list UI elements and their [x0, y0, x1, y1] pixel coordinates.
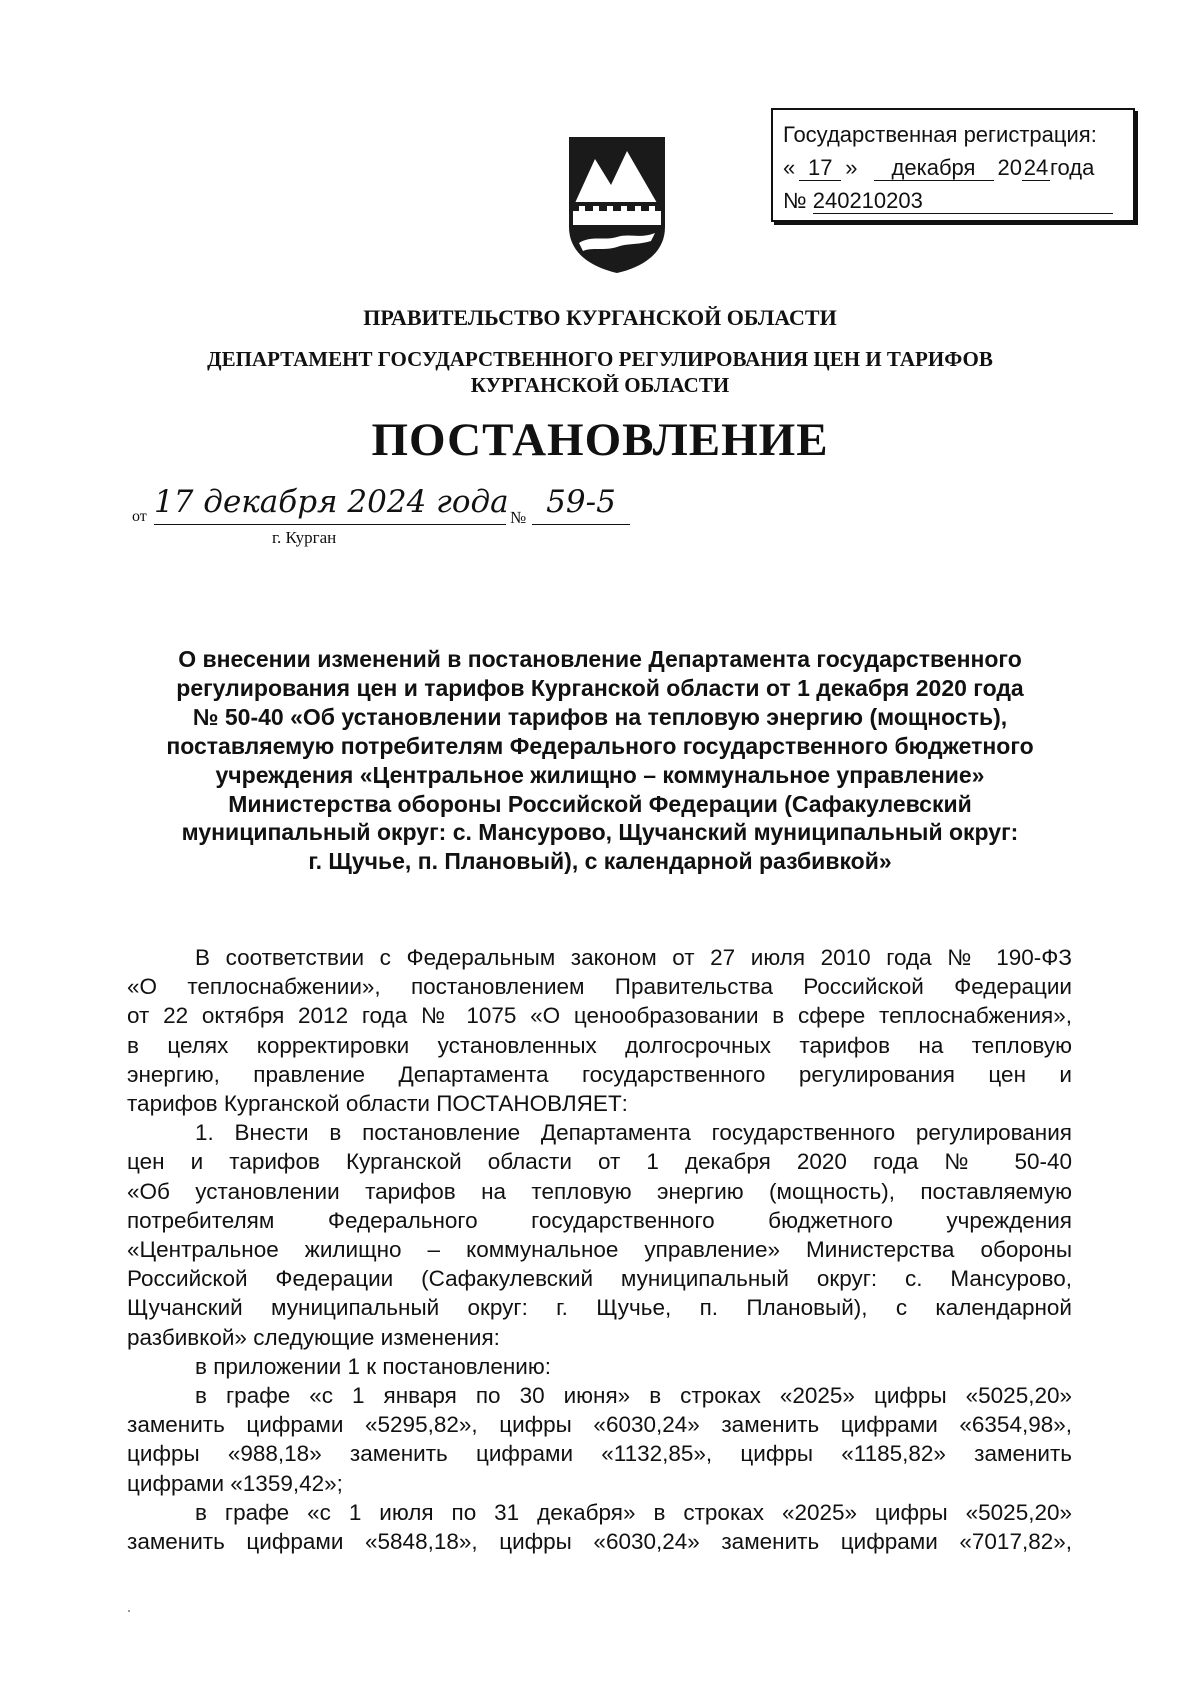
body-line: «Об установлении тарифов на тепловую энергию (мощность), поставляемую: [127, 1178, 1072, 1204]
body-line: цифрами «1359,42»;: [127, 1470, 343, 1496]
scan-speck: [128, 1610, 130, 1612]
subject-line: № 50-40 «Об установлении тарифов на тепловую энергию (мощность),: [192, 703, 1008, 730]
year-word: года: [1049, 155, 1095, 180]
body-line: 1. Внести в постановление Департамента государственного регулирования: [195, 1120, 1072, 1146]
quote-close: »: [845, 155, 858, 180]
body-line: в графе «с 1 июля по 31 декабря» в строках «2025» цифры «5025,20»: [195, 1499, 1072, 1525]
handwritten-number: 59-5: [532, 484, 630, 525]
subject-line: поставляемую потребителям Федерального государственного бюджетного: [166, 732, 1034, 759]
body-line: разбивкой» следующие изменения:: [127, 1324, 500, 1350]
document-subject: [118, 645, 1082, 876]
document-type-title: ПОСТАНОВЛЕНИЕ: [371, 414, 829, 466]
government-heading: ПРАВИТЕЛЬСТВО КУРГАНСКОЙ ОБЛАСТИ: [363, 305, 837, 330]
body-line: Щучанский муниципальный округ: г. Щучье, п. Плановый), с календарной: [127, 1295, 1072, 1321]
body-line: в приложении 1 к постановлению:: [195, 1353, 552, 1379]
body-line: цифры «988,18» заменить цифрами «1132,85», цифры «1185,82» заменить: [127, 1441, 1072, 1467]
department-heading-line1: ДЕПАРТАМЕНТ ГОСУДАРСТВЕННОГО РЕГУЛИРОВАНИЯ ЦЕН И ТАРИФОВ: [207, 347, 993, 371]
registration-date: [783, 155, 1123, 181]
registration-title: Государственная регистрация:: [783, 122, 1097, 147]
body-line: цен и тарифов Курганской области от 1 декабря 2020 года № 50-40: [127, 1149, 1072, 1175]
city-label: г. Курган: [272, 528, 337, 547]
document-body: [127, 943, 1072, 1556]
from-label: от: [132, 508, 147, 525]
subject-line: учреждения «Центральное жилищно – коммунальное управление»: [215, 761, 985, 788]
registration-month: декабря: [874, 156, 994, 181]
registration-number: 240210203: [813, 189, 1113, 214]
quote-open: «: [783, 155, 796, 180]
year-prefix: 20: [997, 155, 1022, 180]
date-number-line: [132, 478, 732, 548]
registration-year: 24: [1023, 155, 1049, 180]
body-line: заменить цифрами «5848,18», цифры «6030,24» заменить цифрами «7017,82»,: [127, 1529, 1072, 1555]
body-line: в целях корректировки установленных долгосрочных тарифов на тепловую: [127, 1032, 1072, 1058]
registration-number-label: №: [783, 188, 807, 213]
registration-stamp: [771, 108, 1135, 222]
coat-of-arms-emblem: [565, 135, 669, 275]
body-line: Российской Федерации (Сафакулевский муниципальный округ: с. Мансурово,: [127, 1266, 1072, 1292]
body-line: «О теплоснабжении», постановлением Правительства Российской Федерации: [127, 974, 1072, 1000]
subject-line: О внесении изменений в постановление Департамента государственного: [178, 646, 1022, 672]
body-line: заменить цифрами «5295,82», цифры «6030,24» заменить цифрами «6354,98»,: [127, 1412, 1072, 1438]
department-heading-line2: КУРГАНСКОЙ ОБЛАСТИ: [470, 373, 730, 397]
body-line: В соответствии с Федеральным законом от 27 июля 2010 года № 190-ФЗ: [195, 945, 1072, 970]
handwritten-date: 17 декабря 2024 года: [154, 484, 506, 525]
body-line: «Центральное жилищно – коммунальное управление» Министерства обороны: [127, 1237, 1072, 1263]
subject-line: г. Щучье, п. Плановый), с календарной разбивкой»: [308, 848, 892, 875]
subject-line: регулирования цен и тарифов Курганской области от 1 декабря 2020 года: [176, 674, 1024, 701]
body-line: в графе «с 1 января по 30 июня» в строках «2025» цифры «5025,20»: [195, 1383, 1072, 1409]
subject-line: муниципальный округ: с. Мансурово, Щучанский муниципальный округ:: [181, 819, 1019, 846]
body-line: энергию, правление Департамента государственного регулирования цен и: [127, 1061, 1072, 1087]
registration-day: 17: [799, 156, 841, 181]
subject-line: Министерства обороны Российской Федерации (Сафакулевский: [228, 790, 972, 817]
registration-number-row: [783, 188, 1113, 214]
body-line: потребителям Федерального государственного бюджетного учреждения: [127, 1207, 1072, 1233]
number-label: №: [510, 508, 527, 527]
body-line: тарифов Курганской области ПОСТАНОВЛЯЕТ:: [127, 1091, 628, 1117]
body-line: от 22 октября 2012 года № 1075 «О ценообразовании в сфере теплоснабжения»,: [127, 1003, 1072, 1029]
